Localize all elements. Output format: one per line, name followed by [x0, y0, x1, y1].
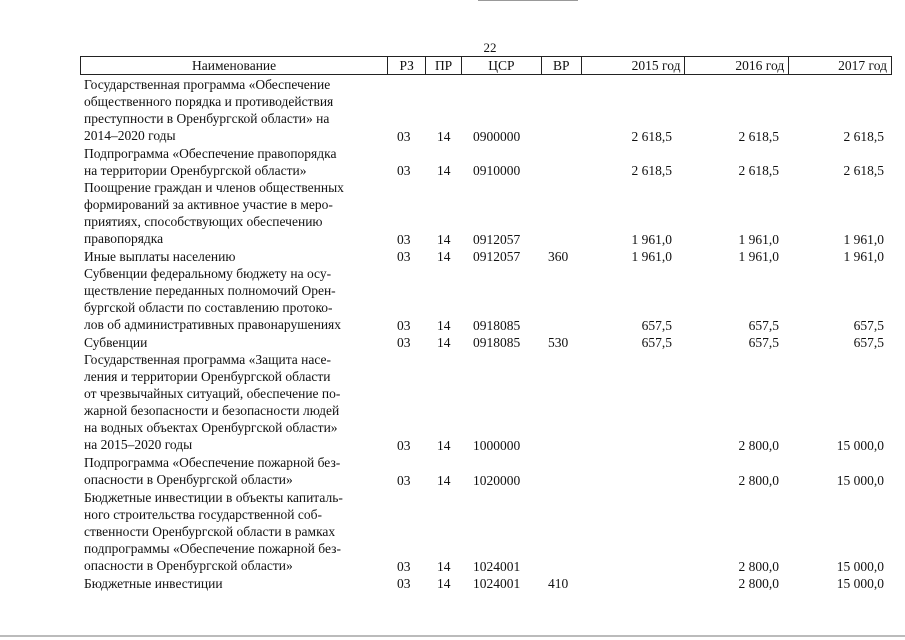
- row-csr: 0912057: [473, 249, 521, 264]
- row-name: Субвенции: [84, 335, 148, 350]
- row-value-2015: 1 961,0: [631, 231, 672, 247]
- row-vr: 360: [548, 249, 569, 264]
- row-value-2017: 1 961,0: [843, 231, 884, 247]
- row-value-2017: 2 618,5: [843, 128, 884, 144]
- row-value-2015: 1 961,0: [631, 249, 672, 264]
- row-name: Бюджетные инвестиции: [84, 575, 223, 591]
- table-row: [0, 248, 905, 265]
- row-value-2016: 657,5: [748, 335, 779, 350]
- row-value-2017: 15 000,0: [836, 575, 884, 591]
- row-csr: 1024001: [473, 558, 521, 574]
- row-name: Поощрение граждан и членов общественных формирований за активное участие в меро- приятиях, способствующих обеспечению правопорядка: [84, 180, 344, 247]
- row-rz: 03: [397, 162, 411, 178]
- table-row: [0, 76, 905, 145]
- table-row: [0, 575, 905, 592]
- row-rz: 03: [397, 335, 411, 350]
- header-2015: 2015 год: [582, 57, 686, 74]
- row-rz: 03: [397, 438, 411, 454]
- row-name: Государственная программа «Обеспечение общественного порядка и противодействия преступности в Оренбургской области» на 2014–2020 годы: [84, 77, 334, 143]
- table-row: [0, 179, 905, 248]
- row-pr: 14: [437, 249, 451, 264]
- row-csr: 1020000: [473, 472, 521, 488]
- row-pr: 14: [437, 317, 451, 333]
- row-csr: 0918085: [473, 335, 521, 350]
- header-pr: ПР: [426, 57, 462, 74]
- row-rz: 03: [397, 472, 411, 488]
- row-name: Субвенции федеральному бюджету на осу- ществление переданных полномочий Орен- бургской области по составлению протоко- лов об административных правонарушениях: [84, 266, 342, 333]
- row-value-2015: 657,5: [641, 317, 672, 333]
- row-rz: 03: [397, 249, 411, 264]
- row-value-2016: 2 618,5: [738, 128, 779, 144]
- table-row: [0, 145, 905, 179]
- row-value-2016: 657,5: [748, 317, 779, 333]
- row-value-2017: 657,5: [853, 317, 884, 333]
- row-value-2017: 1 961,0: [843, 249, 884, 264]
- header-2017: 2017 год: [838, 58, 887, 73]
- row-pr: 14: [437, 575, 451, 591]
- table-row: [0, 334, 905, 351]
- table-row: [0, 489, 905, 575]
- header-csr: ЦСР: [462, 57, 542, 74]
- row-value-2016: 1 961,0: [738, 249, 779, 264]
- page-number: 22: [483, 40, 497, 55]
- row-pr: 14: [437, 162, 451, 178]
- row-rz: 03: [397, 558, 411, 574]
- table-row: [0, 265, 905, 334]
- table-row: [0, 454, 905, 488]
- row-value-2017: 15 000,0: [836, 558, 884, 574]
- row-csr: 0900000: [473, 128, 521, 144]
- row-rz: 03: [397, 231, 411, 247]
- row-value-2016: 1 961,0: [738, 231, 779, 247]
- row-value-2016: 2 800,0: [738, 558, 779, 574]
- row-value-2015: 657,5: [641, 335, 672, 350]
- row-value-2016: 2 800,0: [738, 575, 779, 591]
- row-name: Бюджетные инвестиции в объекты капиталь- ного строительства государственной соб- ственности Оренбургской области в рамках подпрограммы «Обеспечение пожарной без- опасности в Оренбургской области»: [84, 489, 343, 573]
- row-rz: 03: [397, 575, 411, 591]
- row-csr: 1000000: [473, 438, 521, 454]
- row-name: Иные выплаты населению: [84, 249, 236, 264]
- row-pr: 14: [437, 231, 451, 247]
- row-csr: 0918085: [473, 317, 521, 333]
- header-2016: 2016 год: [685, 57, 789, 74]
- table-row: [0, 351, 905, 454]
- row-value-2016: 2 800,0: [738, 472, 779, 488]
- row-csr: 0910000: [473, 162, 521, 178]
- row-value-2017: 2 618,5: [843, 162, 884, 178]
- row-rz: 03: [397, 128, 411, 144]
- row-rz: 03: [397, 317, 411, 333]
- row-value-2017: 15 000,0: [836, 472, 884, 488]
- row-name: Государственная программа «Защита насе- ления и территории Оренбургской области от чрезвычайных ситуаций, обеспечение по- жарной безопасности и безопасности людей на водных объектах Оренбургской области» на 2015–2020 годы: [84, 352, 341, 453]
- header-rz: РЗ: [388, 57, 426, 74]
- row-pr: 14: [437, 558, 451, 574]
- scan-artifact-bottom: [0, 635, 905, 637]
- row-csr: 1024001: [473, 575, 521, 591]
- row-pr: 14: [437, 438, 451, 454]
- row-value-2017: 15 000,0: [836, 438, 884, 454]
- row-name: Подпрограмма «Обеспечение пожарной без- опасности в Оренбургской области»: [84, 455, 341, 488]
- row-vr: 410: [548, 575, 569, 591]
- row-value-2015: 2 618,5: [631, 162, 672, 178]
- row-value-2015: 2 618,5: [631, 128, 672, 144]
- row-vr: 530: [548, 335, 569, 350]
- row-value-2017: 657,5: [853, 335, 884, 350]
- row-name: Подпрограмма «Обеспечение правопорядка на территории Оренбургской области»: [84, 145, 337, 178]
- row-csr: 0912057: [473, 231, 521, 247]
- header-vr: ВР: [542, 57, 582, 74]
- row-value-2016: 2 800,0: [738, 438, 779, 454]
- header-name: Наименование: [81, 57, 388, 74]
- row-pr: 14: [437, 335, 451, 350]
- row-value-2016: 2 618,5: [738, 162, 779, 178]
- row-pr: 14: [437, 472, 451, 488]
- row-pr: 14: [437, 128, 451, 144]
